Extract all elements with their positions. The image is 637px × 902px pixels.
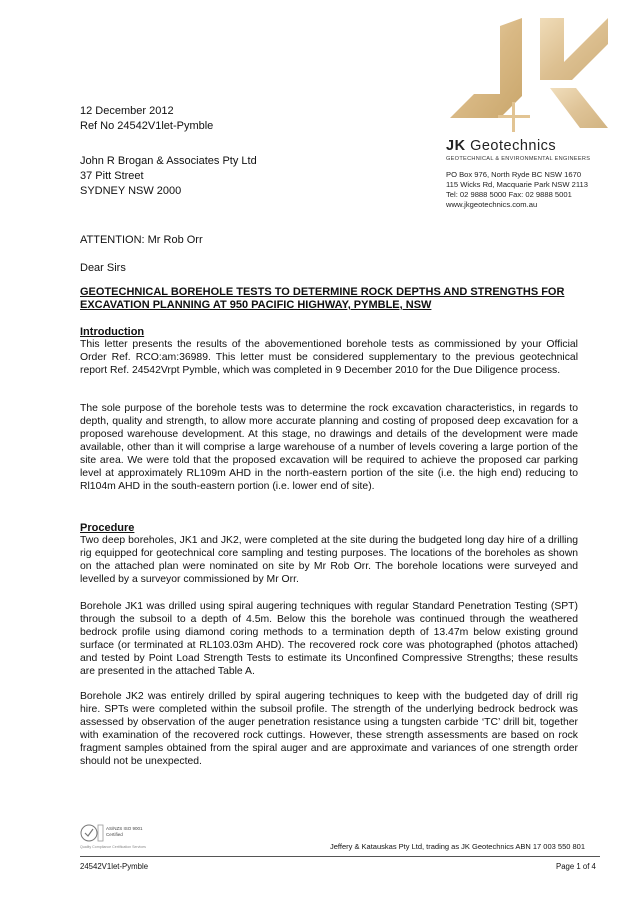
procedure-paragraph-2: Borehole JK1 was drilled using spiral augering techniques with regular Standard Penetration Testing (SPT) through the subsoil to a depth of 4.5m. Below this the borehole was continued through the weathered bedrock profile using diamond coring methods to a termination depth of 13.47m below existing ground surface (or terminated at RL103.03m AHD). The recovered rock core was photographed (photos attached) and tested by Point Load Strength Tests to estimate its Unconfined Compressive Strengths; these results are presented in the attached Table A. <box>80 601 578 677</box>
footer-page-number: Page 1 of 4 <box>556 862 596 871</box>
introduction-paragraph-1: This letter presents the results of the abovementioned borehole tests as commissioned by your Official Order Ref. RCO:am:36989. This letter must be considered supplementary to the previous geotechnical report Ref. 24542Vrpt Pymble, which was completed in 9 December 2010 for the Due Diligence process. <box>80 339 578 376</box>
brand-rest: Geotechnics <box>465 138 557 154</box>
letter-date: 12 December 2012 <box>80 105 174 117</box>
iso-certification-mark <box>80 822 160 852</box>
subject-heading: GEOTECHNICAL BOREHOLE TESTS TO DETERMINE ROCK DEPTHS AND STRENGTHS FOR EXCAVATION PLANNING AT 950 PACIFIC HIGHWAY, PYMBLE, NSW <box>80 286 565 311</box>
salutation: Dear Sirs <box>80 262 126 274</box>
logo-j-shape <box>450 18 522 118</box>
brand-bold: JK <box>446 138 466 154</box>
addressee-name: John R Brogan & Associates Pty Ltd <box>80 155 257 167</box>
certification-text <box>106 826 143 838</box>
logo-k-upper <box>540 18 608 80</box>
procedure-heading: Procedure <box>80 522 135 534</box>
contact-phone: Tel: 02 9888 5000 Fax: 02 9888 5001 <box>446 190 572 199</box>
logo-plus-horizontal <box>498 115 530 118</box>
addressee-block <box>80 154 257 199</box>
certification-status: Certified <box>106 832 123 837</box>
introduction-paragraph-2: The sole purpose of the borehole tests was to determine the rock excavation characteristics, in regards to depth, quality and strength, to allow more accurate planning and costing of proposed deep excavation for a proposed warehouse development. At this stage, no drawings and details of the development were made available, other than it will comprise a large warehouse of a number of levels covering a large portion of the site area. We were told that the proposed excavation will be required to achieve the proposed car parking level at approximately RL109m AHD in the north-eastern portion of the site (i.e. the high end) reducing to Rl104m AHD in the south-eastern portion (i.e. lower end of site). <box>80 403 578 492</box>
footer-company: Jeffery & Katauskas Pty Ltd, trading as JK Geotechnics ABN 17 003 550 801 <box>330 842 586 851</box>
introduction-heading: Introduction <box>80 326 145 338</box>
contact-website: www.jkgeotechnics.com.au <box>446 200 538 209</box>
company-logo <box>440 18 610 138</box>
contact-street: 115 Wicks Rd, Macquarie Park NSW 2113 <box>446 180 588 189</box>
addressee-street: 37 Pitt Street <box>80 170 144 182</box>
certification-label: AS/NZS ISO 9001 <box>106 826 143 831</box>
addressee-city: SYDNEY NSW 2000 <box>80 185 182 197</box>
procedure-paragraph-3: Borehole JK2 was entirely drilled by spiral augering techniques to keep with the budgeted day of drill rig hire. SPTs were completed within the subsoil profile. The strength of the underlying bedrock bedrock was assessed by observation of the auger penetration resistance using a tungsten carbide ‘TC’ drill bit, together with examination of the recovered rock cuttings. However, these strength assessments are based on rock fragment samples obtained from the spiral auger and are approximate and variances of one strength order should not be unexpected. <box>80 691 578 767</box>
jk-logo-graphic <box>440 18 610 138</box>
attention-line: ATTENTION: Mr Rob Orr <box>80 234 203 246</box>
company-contact <box>446 170 588 210</box>
company-tagline: GEOTECHNICAL & ENVIRONMENTAL ENGINEERS <box>446 156 591 162</box>
footer-divider <box>80 856 600 857</box>
footer-ref: 24542V1let-Pymble <box>80 862 149 871</box>
procedure-paragraph-1: Two deep boreholes, JK1 and JK2, were completed at the site during the budgeted long day hire of a drilling rig equipped for geotechnical core sampling and testing purposes. The locations of the boreholes as shown on the attached plan were nominated on site by Mr Rob Orr. The borehole locations were surveyed and levelled by a surveyor commissioned by Mr Orr. <box>80 535 578 585</box>
letter-meta <box>80 104 213 134</box>
certification-subtext: Quality Compliance Certification Services <box>80 845 146 849</box>
letter-ref: Ref No 24542V1let-Pymble <box>80 120 214 132</box>
certification-seal-icon <box>80 822 104 844</box>
logo-k-lower <box>550 88 608 128</box>
contact-po-box: PO Box 976, North Ryde BC NSW 1670 <box>446 170 582 179</box>
company-brand <box>446 138 556 154</box>
